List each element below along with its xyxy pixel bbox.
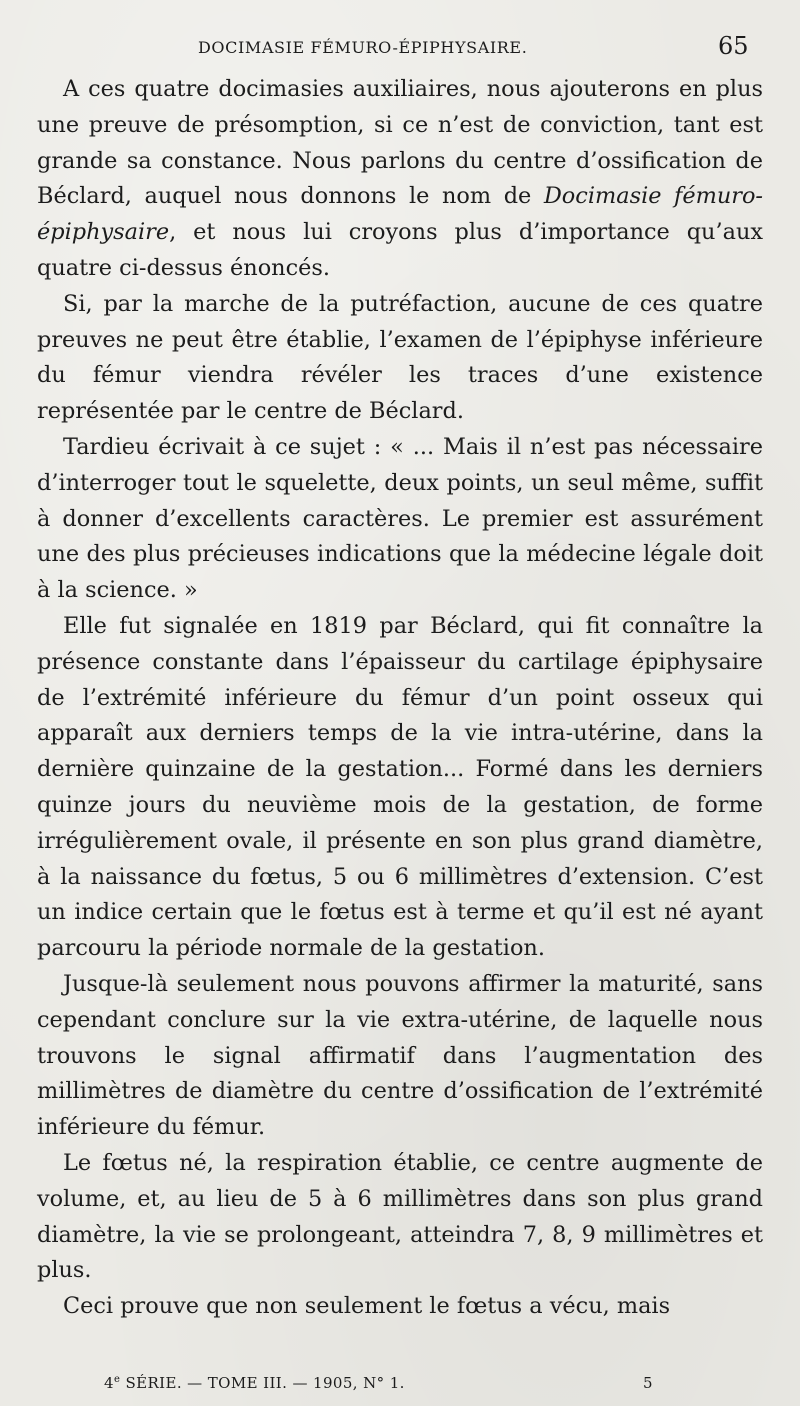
paragraph-1-text: A ces quatre docimasies auxiliaires, nous ajouterons en plus une preuve de présomption, si ce n’est de conviction, tant est grande sa constance. Nous parlons du centre d’ossification de Béclard, auquel nous donnons le nom de — [37, 76, 763, 210]
paragraph-1 — [37, 72, 763, 287]
page-footer — [0, 1374, 800, 1398]
series-number: 4 — [104, 1374, 114, 1392]
running-head: DOCIMASIE FÉMURO-ÉPIPHYSAIRE. — [198, 38, 528, 57]
paragraph-1-text-end: , et nous lui croyons plus d’importance qu’aux quatre ci-dessus énoncés. — [37, 219, 763, 281]
paragraph-4: Elle fut signalée en 1819 par Béclard, qui fit connaître la présence constante dans l’épaisseur du cartilage épiphysaire de l’extrémité inférieure du fémur d’un point osseux qui apparaît aux derniers temps de la vie intra-utérine, dans la dernière quinzaine de la gestation... Formé dans les derniers quinze jours du neuvième mois de la gestation, de forme irrégulièrement ovale, il présente en son plus grand diamètre, à la naissance du fœtus, 5 ou 6 millimètres d’extension. C’est un indice certain que le fœtus est à terme et qu’il est né ayant parcouru la période normale de la gestation. — [37, 612, 763, 962]
page-header — [0, 30, 800, 64]
sheet-number: 5 — [643, 1374, 653, 1392]
printer-signature — [104, 1374, 405, 1392]
paragraph-6: Le fœtus né, la respiration établie, ce centre augmente de volume, et, au lieu de 5 à 6 millimètres dans son plus grand diamètre, la vie se prolongeant, atteindra 7, 8, 9 millimètres et plus. — [37, 1149, 763, 1284]
paragraph-2: Si, par la marche de la putréfaction, aucune de ces quatre preuves ne peut être établie, l’examen de l’épiphyse inférieure du fémur viendra révéler les traces d’une existence représentée par le centre de Béclard. — [37, 290, 763, 425]
paragraph-3: Tardieu écrivait à ce sujet : « ... Mais il n’est pas nécessaire d’interroger tout le squelette, deux points, un seul même, suffit à donner d’excellents caractères. Le premier est assurément une des plus précieuses indications que la médecine légale doit à la science. » — [37, 433, 763, 604]
paragraph-7: Ceci prouve que non seulement le fœtus a vécu, mais — [63, 1293, 671, 1320]
page-number: 65 — [718, 32, 749, 60]
paragraph-5: Jusque-là seulement nous pouvons affirmer la maturité, sans cependant conclure sur la vie extra-utérine, de laquelle nous trouvons le signal affirmatif dans l’augmentation des millimètres de diamètre du centre d’ossification de l’extrémité inférieure du fémur. — [37, 970, 763, 1141]
series-suffix: e — [113, 1374, 121, 1385]
signature-text: SÉRIE. — TOME III. — 1905, N° 1. — [120, 1374, 405, 1392]
italic-term: Docimasie fémuro-épiphysaire — [37, 183, 763, 246]
body-text — [37, 72, 763, 1325]
